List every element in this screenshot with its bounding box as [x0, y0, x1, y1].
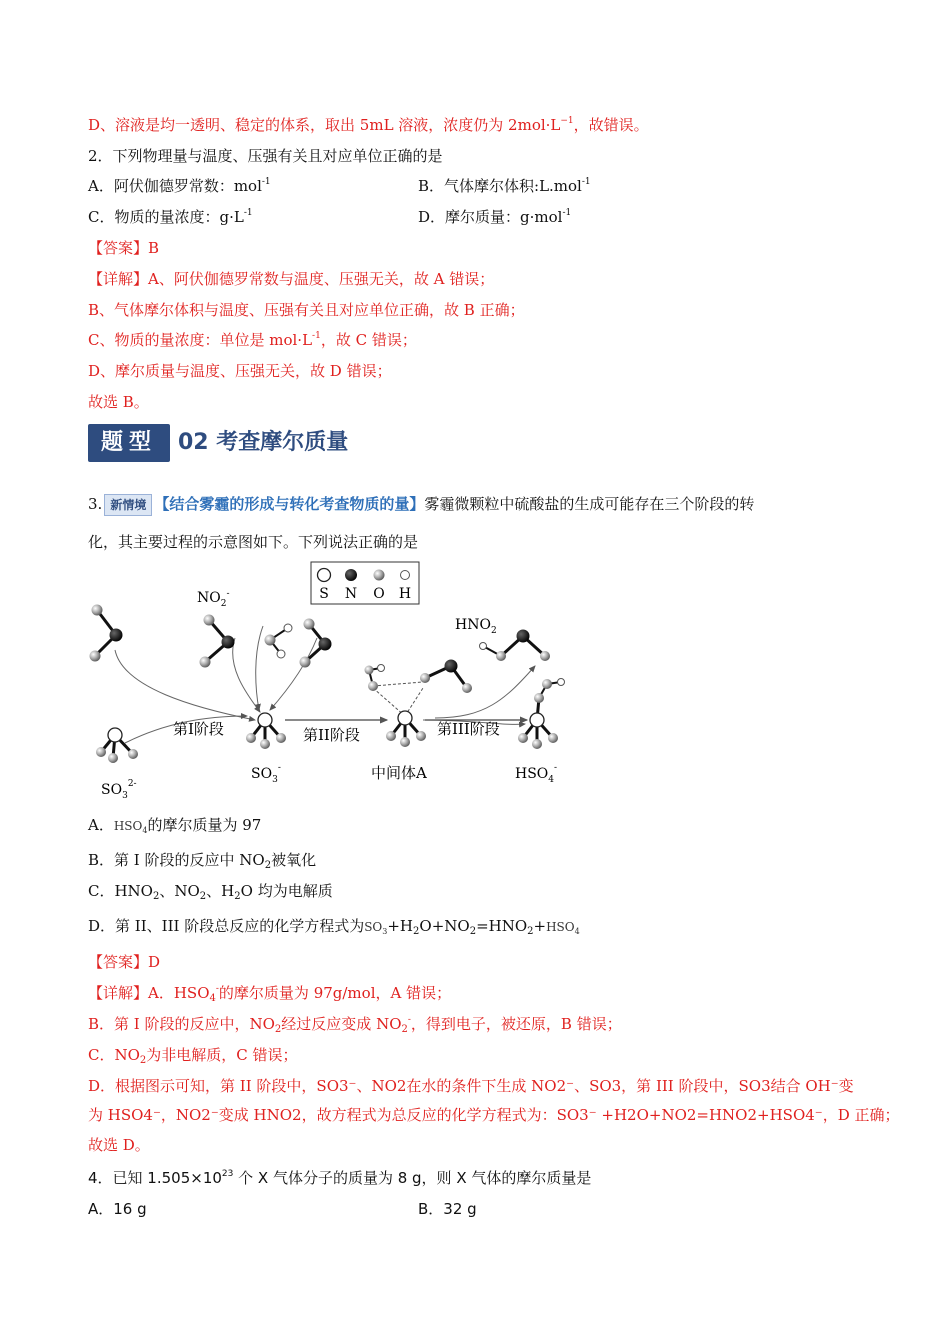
no2-minus-molecule: [197, 589, 235, 668]
question-number: 3.: [88, 495, 103, 513]
text: +H: [387, 917, 414, 935]
q3-explanation-3: [88, 1045, 298, 1065]
sub: 3: [382, 927, 388, 936]
so3-label: $SO_3^-$: [251, 763, 281, 785]
text: D．第 II、III 阶段总反应的化学方程式为: [88, 917, 365, 935]
stage-2-label: 第II阶段: [303, 726, 360, 744]
q2-explanation-1: 【详解】A、阿伏伽德罗常数与温度、压强无关，故 A 错误；: [88, 270, 495, 288]
intermediate-a-label: 中间体A: [371, 764, 427, 782]
sup: -1: [261, 177, 271, 187]
q2-answer: 【答案】B: [88, 239, 160, 257]
q4-option-b: B．32 g: [418, 1200, 477, 1218]
q1-option-d-explanation: [88, 115, 649, 135]
sup: -: [407, 1015, 411, 1025]
legend-label-o: O: [373, 586, 385, 602]
text: B．第 I 阶段的反应中 NO: [88, 851, 265, 869]
q3-option-c: [88, 881, 333, 901]
stage-1-label: 第I阶段: [173, 720, 224, 738]
q3-explanation-5: 为 HSO4⁻，NO2⁻变成 HNO2，故方程式为总反应的化学方程式为：SO3⁻ +H2O+NO2=HNO2+HSO4⁻，D 正确；: [88, 1106, 900, 1124]
text: 被氧化: [271, 851, 317, 869]
sup: −1: [560, 116, 574, 126]
q3-explanation-1: [88, 983, 451, 1003]
q3-option-d: [88, 916, 580, 937]
sub: 4: [574, 927, 580, 936]
sup: -1: [243, 208, 253, 218]
legend-label-n: N: [344, 586, 358, 602]
text: 雾霾微颗粒中硫酸盐的生成可能存在三个阶段的转: [424, 495, 755, 513]
sub: 4: [209, 993, 216, 1004]
text: C．物质的量浓度：g·L: [88, 208, 244, 226]
sub: 4: [142, 826, 148, 835]
sub: 2: [469, 926, 477, 937]
q2-explanation-3: [88, 330, 417, 350]
sub: 2: [234, 891, 241, 902]
hno2-molecule: [455, 617, 550, 661]
section-banner: [88, 424, 170, 462]
q2-option-c: [88, 207, 253, 227]
q2-stem: 2．下列物理量与温度、压强有关且对应单位正确的是: [88, 147, 443, 165]
text: ，故 C 错误；: [320, 331, 417, 349]
q3-stem-line-2: 化，其主要过程的示意图如下。下列说法正确的是: [88, 533, 419, 551]
no2-molecule-left: [90, 605, 123, 662]
new-context-badge: 新情境: [104, 494, 152, 516]
text: 【详解】A．HSO: [88, 984, 210, 1002]
q2-explanation-4: D、摩尔质量与温度、压强无关，故 D 错误；: [88, 362, 392, 380]
stage-3-label: 第III阶段: [437, 720, 500, 738]
q3-explanation-4: D．根据图示可知，第 II 阶段中，SO3⁻、NO2在水的条件下生成 NO2⁻、SO3，第 III 阶段中，SO3结合 OH⁻变: [88, 1077, 854, 1095]
text: B．第 I 阶段的反应中，NO: [88, 1015, 275, 1033]
text: ，得到电子，被还原，B 错误；: [410, 1015, 622, 1033]
so3-radical: [246, 713, 286, 785]
text: C、物质的量浓度：单位是 mol·L: [88, 331, 313, 349]
text: C．NO: [88, 1046, 140, 1064]
legend-label-h: H: [398, 586, 412, 602]
q3-option-a: [88, 815, 261, 836]
sup: -1: [562, 208, 572, 218]
q2-option-b: [418, 176, 591, 196]
formula: HSO: [546, 920, 575, 934]
bisulfate-ion: [515, 679, 565, 786]
water-molecule-1: [265, 624, 293, 658]
q2-explanation-5: 故选 B。: [88, 393, 149, 411]
legend: [311, 562, 419, 604]
sub: 2: [401, 1024, 408, 1035]
sulfate-formation-diagram: [85, 558, 875, 806]
text: 的摩尔质量为 97: [147, 816, 262, 834]
text: A．阿伏伽德罗常数：mol: [88, 177, 262, 195]
text: 为非电解质，C 错误；: [146, 1046, 298, 1064]
text: A．: [88, 816, 114, 834]
oxygen-legend-icon: [374, 570, 385, 581]
q3-explanation-2: [88, 1014, 622, 1034]
legend-label-s: S: [319, 586, 329, 602]
sub: 2: [264, 860, 272, 871]
formula: HSO: [113, 819, 143, 833]
formula: SO: [364, 920, 383, 934]
text: 、NO: [159, 882, 200, 900]
q4-option-a: A．16 g: [88, 1200, 147, 1218]
no2-minus-label: $NO_2^-$: [197, 589, 230, 609]
sub: 2: [413, 926, 420, 937]
q3-explanation-6: 故选 D。: [88, 1136, 150, 1154]
text: O+NO: [419, 917, 470, 935]
section-title: 02 考查摩尔质量: [178, 430, 349, 455]
sulfite-label: $SO_3^{2-}$: [101, 779, 137, 801]
text: +: [533, 917, 547, 935]
text: =HNO: [476, 917, 528, 935]
no2-molecule-2: [300, 619, 332, 668]
sub: 2: [152, 891, 160, 902]
q2-explanation-2: B、气体摩尔体积与温度、压强有关且对应单位正确，故 B 正确；: [88, 301, 525, 319]
q3-answer: 【答案】D: [88, 953, 161, 971]
sub: 2: [274, 1024, 282, 1035]
q3-option-b: [88, 850, 316, 870]
text: 经过反应变成 NO: [281, 1015, 402, 1033]
q2-option-d: [418, 207, 571, 227]
sup: -1: [312, 331, 321, 341]
nitrogen-legend-icon: [345, 569, 357, 581]
text: D．摩尔质量：g·mol: [418, 208, 563, 226]
text: O 均为电解质: [240, 882, 333, 900]
topic-label: 【结合雾霾的形成与转化考查物质的量】: [154, 495, 425, 513]
sup: 23: [221, 1169, 234, 1179]
q2-option-a: [88, 176, 271, 196]
hno2-label: $HNO_2$: [455, 617, 497, 636]
text: 个 X 气体分子的质量为 8 g，则 X 气体的摩尔质量是: [233, 1169, 592, 1187]
hydrogen-legend-icon: [401, 571, 410, 580]
text: D、溶液是均一透明、稳定的体系，取出 5mL 溶液，浓度仍为 2mol·L: [88, 116, 561, 134]
sup: -1: [581, 177, 591, 187]
section-tag: 题型: [100, 430, 157, 455]
sub: 2: [199, 891, 207, 902]
text: 的摩尔质量为 97g/mol，A 错误；: [218, 984, 452, 1002]
sub: 2: [139, 1055, 147, 1066]
q3-stem-line-1: [88, 494, 754, 516]
text: B．气体摩尔体积:L.mol: [418, 177, 582, 195]
sulfite-ion: [96, 728, 138, 801]
bisulfate-label: $HSO_4^-$: [515, 763, 558, 785]
text: C．HNO: [88, 882, 153, 900]
sulfur-legend-icon: [318, 569, 331, 582]
text: 4．已知 1.505×10: [88, 1169, 222, 1187]
q4-stem: [88, 1168, 591, 1188]
text: ，故错误。: [573, 116, 649, 134]
sup: -: [215, 984, 219, 994]
sub: 2: [527, 926, 534, 937]
text: 、H: [206, 882, 235, 900]
